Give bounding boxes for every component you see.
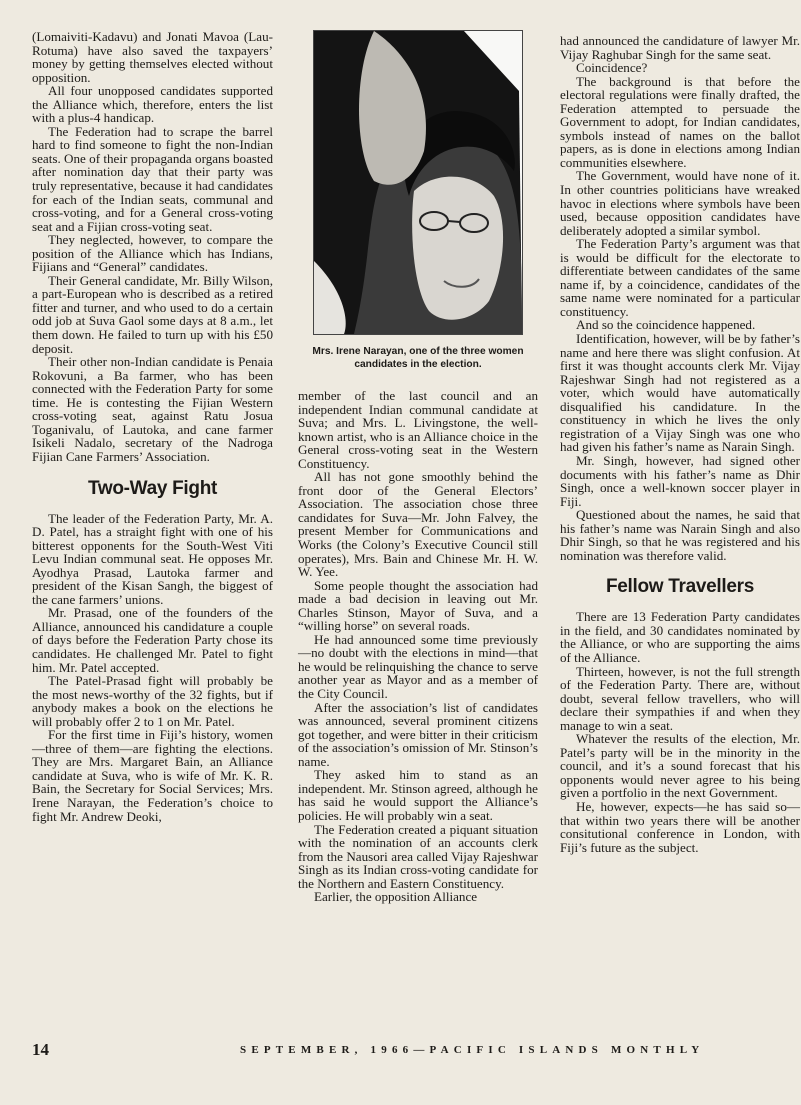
paragraph: After the association’s list of candidates was announced, several prominent citizens got together, and were bitter in their criticism of the association’s omission of Mr. Stinson’s name. xyxy=(298,699,538,769)
paragraph: had announced the candidature of lawyer Mr. Vijay Raghubar Singh for the same seat. xyxy=(560,33,800,62)
paragraph: Their General candidate, Mr. Billy Wilson, a part-European who is described as a retired fitter and turner, and who used to do a certain odd job at Suva Gaol some days at 8 a.m., let them down. He failed to turn up with his £50 deposit. xyxy=(32,272,273,356)
paragraph: All four unopposed candidates supported the Alliance which, therefore, enters the list with a plus-4 handicap. xyxy=(32,83,273,126)
paragraph: He, however, expects—he has said so—that within two years there will be another consitutional conference in London, with Fiji’s future as the subject. xyxy=(560,798,800,855)
paragraph: Mr. Prasad, one of the founders of the Alliance, announced his candidature a couple of days before the Federation Party chose its candidates. He challenged Mr. Patel to fight him. Mr. Patel accepted. xyxy=(32,605,273,675)
paragraph: The Federation had to scrape the barrel hard to find someone to fight the non-Indian seats. One of their propaganda organs boasted after nomination day that their party was truly representative, because it had candidates for each of the Indian seats, communal and cross-voting, and for a General cross-voting seat and a Fijian cross-voting seat. xyxy=(32,123,273,234)
page-footer xyxy=(0,1040,801,1070)
paragraph: The Patel-Prasad fight will probably be the most news-worthy of the 32 fights, but if anybody makes a book on the elections he will probably offer 2 to 1 on Mr. Patel. xyxy=(32,673,273,729)
paragraph: Thirteen, however, is not the full strength of the Federation Party. There are, without doubt, several fellow travellers, who will declare their sympathies if and when they manage to win a seat. xyxy=(560,663,800,733)
page-number: 14 xyxy=(32,1040,49,1059)
paragraph: Identification, however, will be by father’s name and here there was slight confusion. At first it was thought accounts clerk Mr. Vijay Rajeshwar Singh had not registered as a voter, which would have automatically disqualified his candidature. In the constituency in which he lives the only registration of a Vijay Singh was one who had given his father’s name as Narain Singh. xyxy=(560,331,800,455)
paragraph: The Federation Party’s argument was that is would be difficult for the electorate to differentiate between candidates of the same name if, by a coincidence, candidates of the same name were nominated for a particular constituency. xyxy=(560,236,800,319)
article-column-1 xyxy=(32,30,273,823)
paragraph: Mr. Singh, however, had signed other documents with his father’s name as Dhir Singh, once a well-known soccer player in Fiji. xyxy=(560,452,800,509)
paragraph: Questioned about the names, he said that his father’s name was Narain Singh and also Dhir Singh, so that he was registered and his nomination was therefore valid. xyxy=(560,507,800,563)
paragraph: There are 13 Federation Party candidates in the field, and 30 candidates nominated by the Alliance, or who are supporting the aims of the Alliance. xyxy=(560,609,800,665)
article-column-2 xyxy=(298,30,538,904)
paragraph: The Government, would have none of it. In other countries politicians have wreaked havoc in elections where symbols have been used, because opposition candidates have deliberately adopted a similar symbol. xyxy=(560,168,800,238)
paragraph: And so the coincidence happened. xyxy=(576,317,756,333)
paragraph: The leader of the Federation Party, Mr. A. D. Patel, has a straight fight with one of his bitterest opponents for the South-West Viti Levu Indian communal seat. He opposes Mr. Ayodhya Prasad, Lautoka farmer and president of the Kisan Sangh, the biggest of the cane farmers’ unions. xyxy=(32,510,273,607)
paragraph: For the first time in Fiji’s history, women—three of them—are fighting the elections. They are Mrs. Margaret Bain, an Alliance candidate at Suva, who is wife of Mr. K. R. Bain, the Secretary for Social Services; Mrs. Irene Narayan, the Federation’s choice to fight Mr. Andrew Deoki, xyxy=(32,727,273,824)
paragraph: All has not gone smoothly behind the front door of the General Electors’ Association. The association chose three candidates for Suva—Mr. John Falvey, the present Member for Communications and Works (the Colony’s Executive Council still operates), Mrs. Bain and Chinese Mr. H. W. W. Yee. xyxy=(298,469,538,580)
paragraph: They neglected, however, to compare the position of the Alliance which has Indians, Fijians and “General” candidates. xyxy=(32,232,273,275)
article-column-3 xyxy=(560,34,800,854)
paragraph: Their other non-Indian candidate is Penaia Rokovuni, a Ba farmer, who has been connected with the Federation Party for some time. He is contesting the Fijian Western cross-voting seat, against Ratu Josua Toganivalu, of Lautoka, and cane farmer Isikeli Nadalo, secretary of the Nadroga Fijian Cane Farmers’ Association. xyxy=(32,354,273,464)
paragraph: (Lomaiviti-Kadavu) and Jonati Mavoa (Lau-Rotuma) have also saved the taxpayers’ money by getting themselves elected without opposition. xyxy=(32,29,273,85)
paragraph: member of the last council and an independent Indian communal candidate at Suva; and Mrs. L. Livingstone, the well-known artist, who is an Alliance choice in the General cross-voting seat in the Western Constituency. xyxy=(298,388,538,471)
running-title: SEPTEMBER, 1966—PACIFIC ISLANDS MONTHLY xyxy=(240,1044,705,1056)
portrait-photo xyxy=(313,30,523,335)
paragraph: The Federation created a piquant situation with the nomination of an accounts clerk from the Nausori area called Vijay Rajeshwar Singh as its Indian cross-voting candidate for the Northern and Eastern Constituency. xyxy=(298,821,538,891)
paragraph: The background is that before the electoral regulations were finally drafted, the Federation attempted to persuade the Government to adopt, for Indian candidates, symbols instead of names on the ballot papers, as is done in elections among Indian communities elsewhere. xyxy=(560,73,800,170)
photo-caption: Mrs. Irene Narayan, one of the three women candidates in the election. xyxy=(312,346,524,370)
paragraph: Whatever the results of the election, Mr. Patel’s party will be in the minority in the council, and it’s a sound forecast that his opponents would never agree to his being given a portfolio in the next Government. xyxy=(560,731,800,801)
paragraph: Earlier, the opposition Alliance xyxy=(314,889,478,905)
section-heading-fellow-travellers: Fellow Travellers xyxy=(605,576,755,598)
paragraph: Coincidence? xyxy=(576,60,648,76)
paragraph: They asked him to stand as an independent. Mr. Stinson agreed, although he has said he would support the Alliance’s policies. He will probably win a seat. xyxy=(298,767,538,823)
paragraph: He had announced some time previously—no doubt with the elections in mind—that he would be relinquishing the chance to serve another year as Mayor and as a member of the City Council. xyxy=(298,631,538,702)
paragraph: Some people thought the association had made a bad decision in leaving out Mr. Charles Stinson, Mayor of Suva, and a “willing horse” on several roads. xyxy=(298,577,538,634)
section-heading-two-way-fight: Two-Way Fight xyxy=(87,477,218,499)
